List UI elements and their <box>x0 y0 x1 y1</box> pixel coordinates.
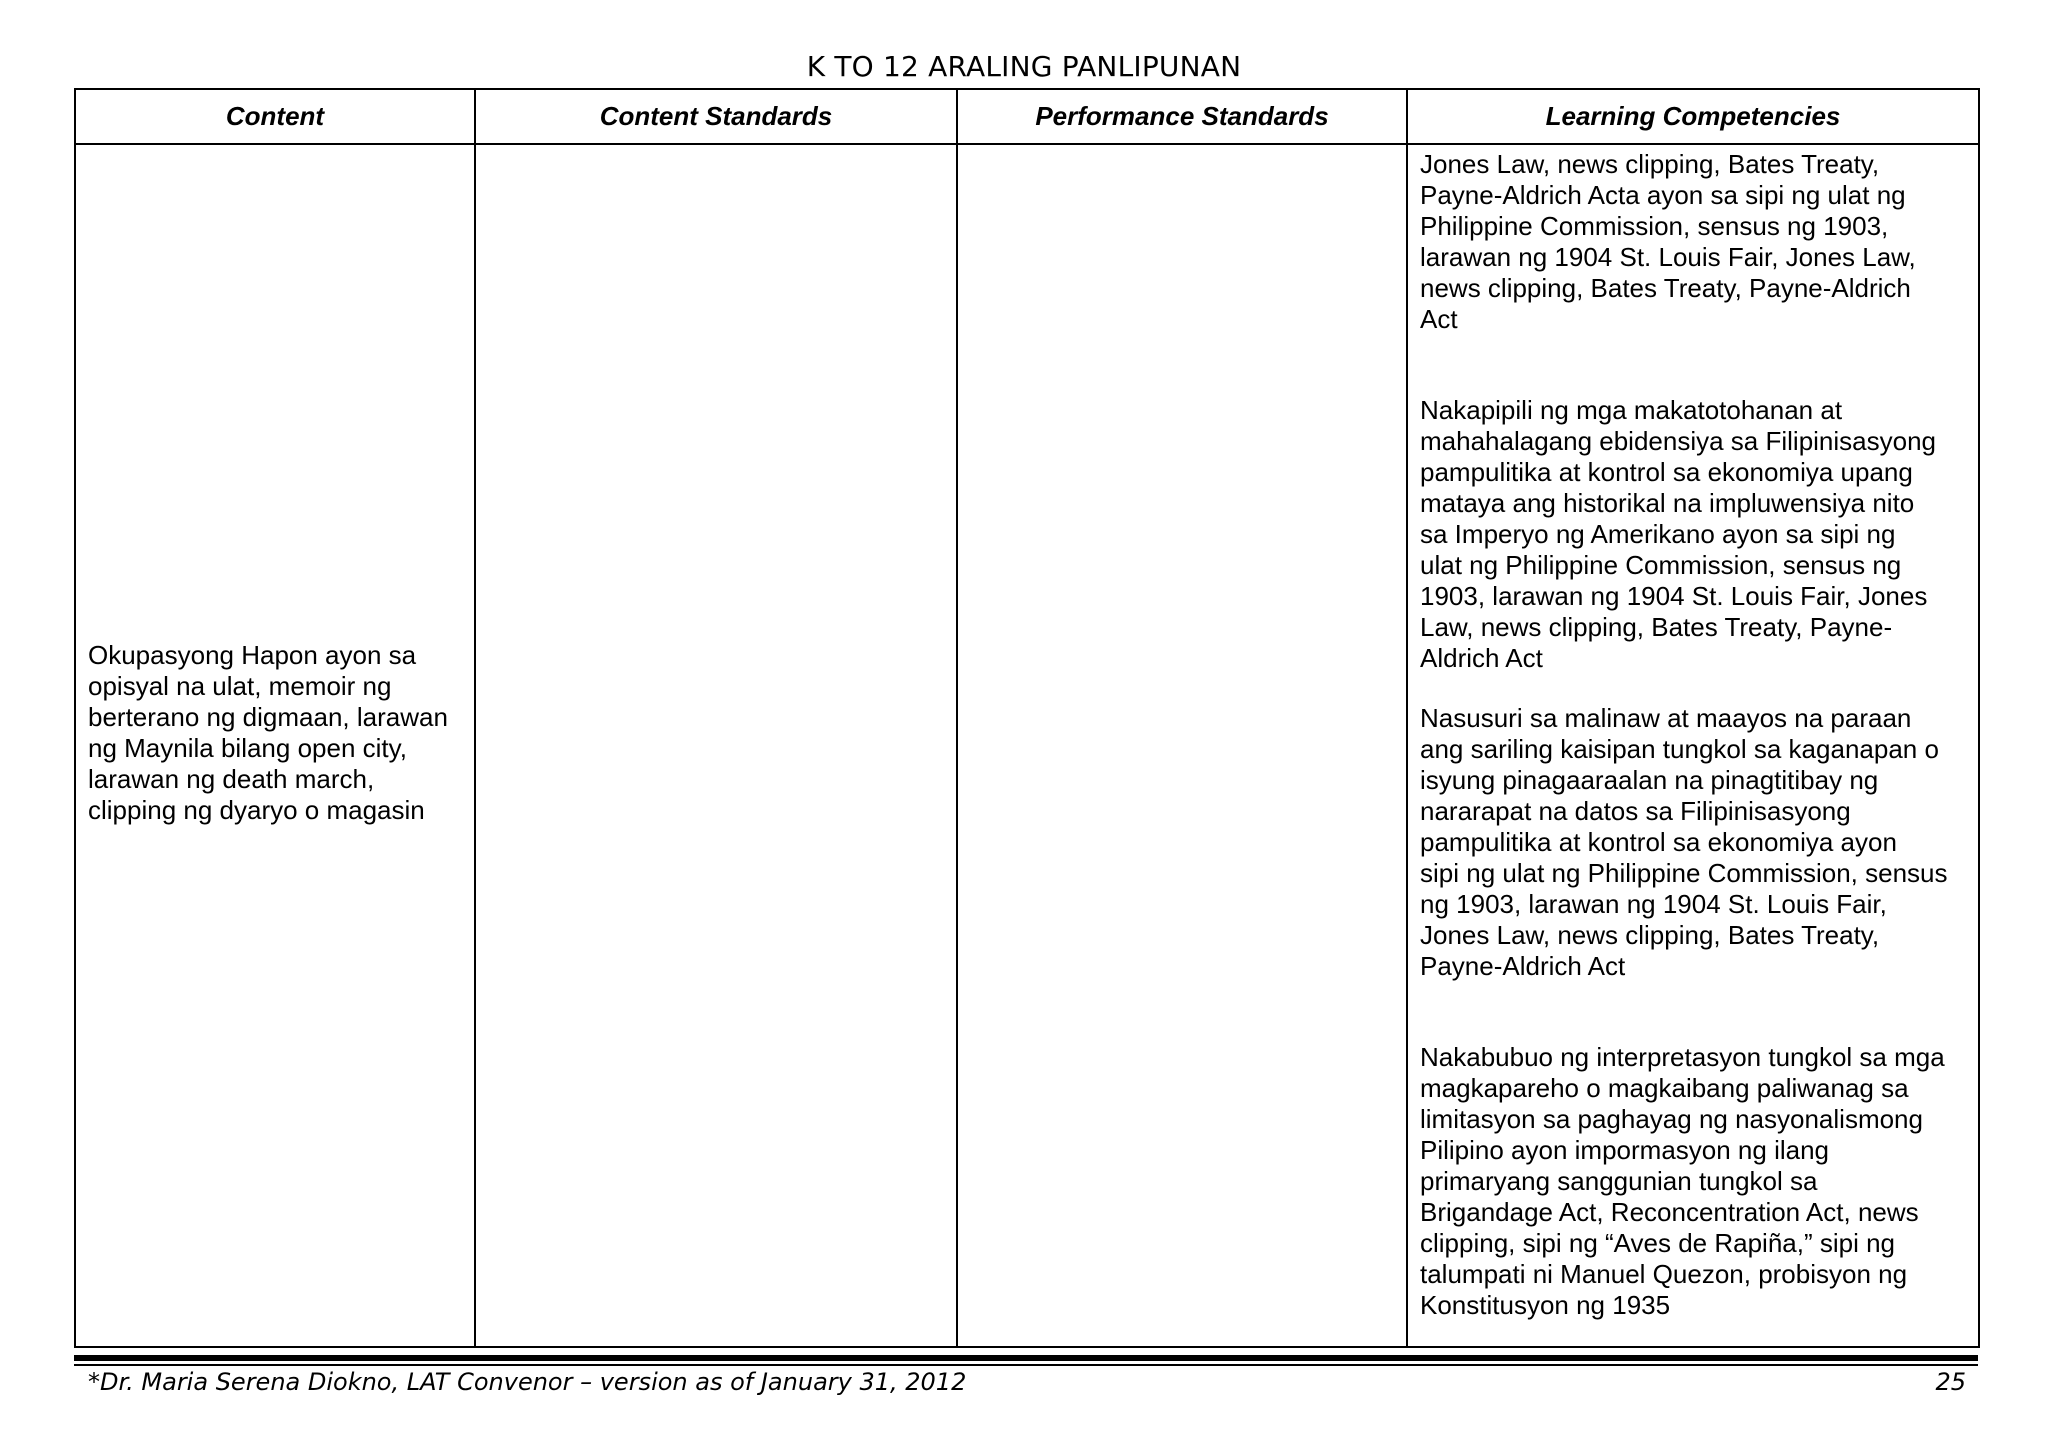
content-text: Okupasyong Hapon ayon sa opisyal na ulat, memoir ng berterano ng digmaan, larawan ng Maynila bilang open city, larawan ng death march, clipping ng dyaryo o magasin <box>88 640 448 825</box>
column-header-learning-competencies: Learning Competencies <box>1407 89 1979 144</box>
learning-competency-item: Nakabubuo ng interpretasyon tungkol sa mga magkapareho o magkaibang paliwanag sa limitasyon sa paghayag ng nasyonalismong Pilipino ayon impormasyon ng ilang primaryang sanggunian tungkol sa Brigandage Act, Reconcentration Act, news clipping, sipi ng “Aves de Rapiña,” sipi ng talumpati ni Manuel Quezon, probisyon ng Konstitusyon ng 1935 <box>1420 1042 1945 1320</box>
column-header-content-standards: Content Standards <box>475 89 957 144</box>
learning-competency-item: Nasusuri sa malinaw at maayos na paraan ang sariling kaisipan tungkol sa kaganapan o isyung pinagaaraalan na pinagtitibay ng nararapat na datos sa Filipinisasyong pampulitika at kontrol sa ekonomiya ayon sipi ng ulat ng Philippine Commission, sensus ng 1903, larawan ng 1904 St. Louis Fair, Jones Law, news clipping, Bates Treaty, Payne-Aldrich Act <box>1420 703 1948 981</box>
table-header-row <box>75 89 1979 144</box>
learning-competency-item: Nakapipili ng mga makatotohanan at mahahalagang ebidensiya sa Filipinisasyong pampulitika at kontrol sa ekonomiya upang mataya ang historikal na impluwensiya nito sa Imperyo ng Amerikano ayon sa sipi ng ulat ng Philippine Commission, sensus ng 1903, larawan ng 1904 St. Louis Fair, Jones Law, news clipping, Bates Treaty, Payne- Aldrich Act <box>1420 395 1937 673</box>
table-row <box>75 144 1979 1347</box>
content-cell <box>75 144 475 1347</box>
column-header-performance-standards: Performance Standards <box>957 89 1407 144</box>
curriculum-table <box>74 88 1980 1348</box>
learning-competencies-cell <box>1407 144 1979 1347</box>
footer-divider-thick <box>74 1355 1978 1361</box>
footer-note: *Dr. Maria Serena Diokno, LAT Convenor – version as of January 31, 2012 <box>88 1368 967 1396</box>
footer-divider-thin <box>74 1364 1978 1366</box>
page-number: 25 <box>1935 1368 1966 1396</box>
column-header-content: Content <box>75 89 475 144</box>
page-title: K TO 12 ARALING PANLIPUNAN <box>806 50 1242 83</box>
content-standards-cell <box>475 144 957 1347</box>
performance-standards-cell <box>957 144 1407 1347</box>
learning-competency-item: Jones Law, news clipping, Bates Treaty, Payne-Aldrich Acta ayon sa sipi ng ulat ng Philippine Commission, sensus ng 1903, larawan ng 1904 St. Louis Fair, Jones Law, news clipping, Bates Treaty, Payne-Aldrich Act <box>1420 149 1916 334</box>
